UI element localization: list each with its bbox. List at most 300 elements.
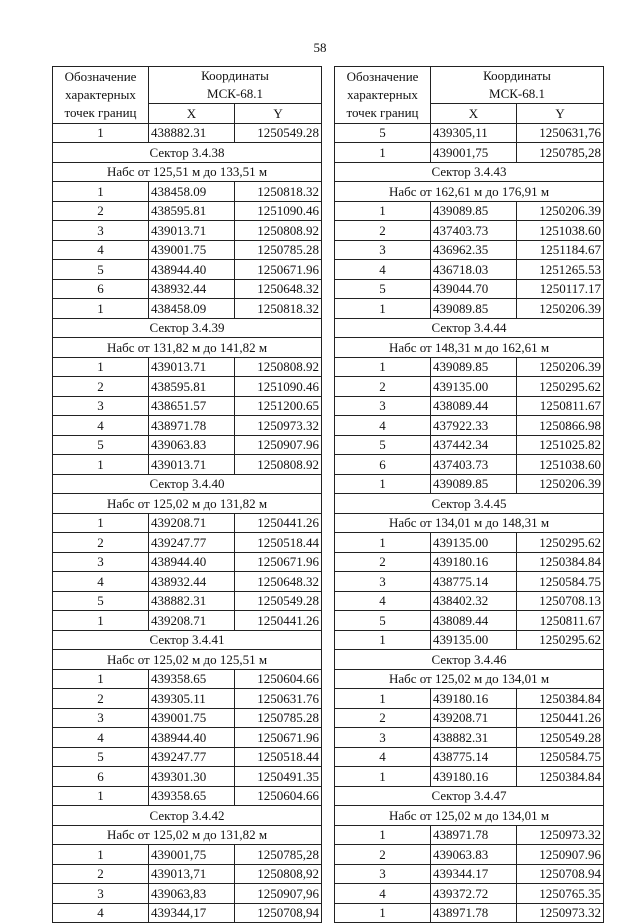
point-number-cell: 2	[335, 708, 431, 728]
table-row	[53, 552, 322, 572]
coordinates-table-left	[52, 66, 322, 923]
point-number-cell: 2	[53, 689, 149, 709]
y-coordinate-cell: 1251090.46	[235, 377, 322, 397]
height-range-row	[53, 650, 322, 670]
point-number-cell: 5	[53, 435, 149, 455]
y-coordinate-cell: 1250549.28	[235, 591, 322, 611]
table-row	[53, 845, 322, 865]
y-coordinate-cell: 1250818.32	[235, 182, 322, 202]
sector-heading: Сектор 3.4.46	[335, 650, 604, 670]
y-coordinate-cell: 1250518.44	[235, 747, 322, 767]
sector-heading-row	[53, 474, 322, 494]
table-row	[335, 533, 604, 553]
y-coordinate-cell: 1250671.96	[235, 552, 322, 572]
point-number-cell: 4	[53, 728, 149, 748]
x-coordinate-cell: 438944.40	[149, 552, 235, 572]
table-row	[335, 357, 604, 377]
height-range: Набс от 162,61 м до 176,91 м	[335, 182, 604, 202]
table-row	[335, 221, 604, 241]
x-coordinate-cell: 438402.32	[431, 591, 517, 611]
point-number-cell: 2	[335, 845, 431, 865]
point-number-cell: 3	[335, 396, 431, 416]
y-coordinate-cell: 1250206.39	[517, 299, 604, 319]
x-coordinate-cell: 439208.71	[431, 708, 517, 728]
x-coordinate-cell: 439180.16	[431, 689, 517, 709]
y-coordinate-cell: 1250808.92	[235, 357, 322, 377]
height-range-row	[335, 182, 604, 202]
table-row	[53, 455, 322, 475]
table-row	[53, 357, 322, 377]
point-number-cell: 1	[53, 513, 149, 533]
x-coordinate-cell: 438651.57	[149, 396, 235, 416]
table-row	[335, 630, 604, 650]
y-coordinate-cell: 1250671.96	[235, 260, 322, 280]
sector-heading: Сектор 3.4.43	[335, 162, 604, 182]
y-coordinate-cell: 1250631.76	[235, 689, 322, 709]
x-coordinate-cell: 439358.65	[149, 786, 235, 806]
height-range: Набс от 131,82 м до 141,82 м	[53, 338, 322, 358]
y-coordinate-cell: 1250549.28	[517, 728, 604, 748]
x-coordinate-cell: 438944.40	[149, 260, 235, 280]
y-coordinate-cell: 1250765.35	[517, 884, 604, 904]
point-number-cell: 1	[335, 767, 431, 787]
table-row	[53, 786, 322, 806]
x-coordinate-cell: 438882.31	[149, 123, 235, 143]
point-number-cell: 1	[53, 669, 149, 689]
table-row	[53, 611, 322, 631]
y-coordinate-cell: 1250973.32	[235, 416, 322, 436]
y-coordinate-cell: 1250808,92	[235, 864, 322, 884]
y-coordinate-cell: 1251038.60	[517, 221, 604, 241]
sector-heading: Сектор 3.4.39	[53, 318, 322, 338]
x-coordinate-cell: 437442.34	[431, 435, 517, 455]
x-coordinate-cell: 439044.70	[431, 279, 517, 299]
x-coordinate-cell: 439135.00	[431, 377, 517, 397]
table-row	[53, 669, 322, 689]
height-range: Набс от 125,51 м до 133,51 м	[53, 162, 322, 182]
x-coordinate-cell: 439013,71	[149, 864, 235, 884]
x-coordinate-cell: 439358.65	[149, 669, 235, 689]
table-row	[335, 572, 604, 592]
y-coordinate-cell: 1250648.32	[235, 279, 322, 299]
point-number-cell: 4	[335, 260, 431, 280]
x-coordinate-cell: 439208.71	[149, 513, 235, 533]
point-number-cell: 1	[53, 455, 149, 475]
height-range: Набс от 125,02 м до 134,01 м	[335, 669, 604, 689]
point-number-cell: 6	[53, 767, 149, 787]
point-number-cell: 5	[335, 279, 431, 299]
y-coordinate-cell: 1250295.62	[517, 377, 604, 397]
table-row	[53, 513, 322, 533]
height-range: Набс от 125,02 м до 134,01 м	[335, 806, 604, 826]
x-coordinate-cell: 438595.81	[149, 201, 235, 221]
height-range-row	[335, 338, 604, 358]
x-coordinate-cell: 439247.77	[149, 533, 235, 553]
sector-heading-row	[335, 162, 604, 182]
y-coordinate-cell: 1250584.75	[517, 572, 604, 592]
table-row	[53, 533, 322, 553]
table-row	[53, 182, 322, 202]
table-row	[335, 299, 604, 319]
table-row	[53, 728, 322, 748]
table-row	[53, 240, 322, 260]
x-coordinate-cell: 439013.71	[149, 455, 235, 475]
table-row	[335, 689, 604, 709]
table-row	[335, 552, 604, 572]
table-row	[53, 123, 322, 143]
page-number: 58	[313, 40, 327, 55]
point-number-cell: 3	[53, 884, 149, 904]
y-coordinate-cell: 1251038.60	[517, 455, 604, 475]
x-coordinate-cell: 439301.30	[149, 767, 235, 787]
sector-heading: Сектор 3.4.41	[53, 630, 322, 650]
point-number-cell: 1	[335, 143, 431, 163]
point-number-cell: 2	[335, 221, 431, 241]
y-coordinate-cell: 1250384.84	[517, 689, 604, 709]
point-number-cell: 5	[53, 747, 149, 767]
x-coordinate-cell: 439001,75	[431, 143, 517, 163]
x-coordinate-cell: 438971.78	[431, 903, 517, 923]
point-number-cell: 1	[335, 903, 431, 923]
point-number-cell: 6	[53, 279, 149, 299]
point-number-cell: 3	[335, 572, 431, 592]
point-number-cell: 5	[53, 591, 149, 611]
y-coordinate-cell: 1250441.26	[235, 513, 322, 533]
point-number-cell: 2	[335, 552, 431, 572]
y-coordinate-cell: 1250708,94	[235, 903, 322, 923]
x-header: X	[149, 104, 235, 124]
y-coordinate-cell: 1250808.92	[235, 221, 322, 241]
table-row	[53, 747, 322, 767]
y-coordinate-cell: 1251025.82	[517, 435, 604, 455]
point-number-cell: 1	[335, 533, 431, 553]
x-coordinate-cell: 438595.81	[149, 377, 235, 397]
point-number-cell: 2	[53, 201, 149, 221]
x-coordinate-cell: 438458.09	[149, 182, 235, 202]
table-row	[53, 201, 322, 221]
point-number-cell: 5	[53, 260, 149, 280]
table-row	[53, 377, 322, 397]
table-row	[335, 728, 604, 748]
x-coordinate-cell: 439180.16	[431, 552, 517, 572]
x-coordinate-cell: 439001.75	[149, 708, 235, 728]
x-coordinate-cell: 437922.33	[431, 416, 517, 436]
height-range-row	[53, 338, 322, 358]
point-number-cell: 5	[335, 435, 431, 455]
table-row	[335, 260, 604, 280]
x-coordinate-cell: 439063.83	[431, 845, 517, 865]
y-coordinate-cell: 1250671.96	[235, 728, 322, 748]
table-row	[335, 708, 604, 728]
point-number-cell: 1	[53, 786, 149, 806]
x-coordinate-cell: 438882.31	[431, 728, 517, 748]
y-coordinate-cell: 1250811.67	[517, 396, 604, 416]
y-coordinate-cell: 1251184.67	[517, 240, 604, 260]
y-coordinate-cell: 1250491.35	[235, 767, 322, 787]
table-row	[53, 884, 322, 904]
point-number-cell: 6	[335, 455, 431, 475]
y-coordinate-cell: 1250631,76	[517, 123, 604, 143]
table-row	[53, 260, 322, 280]
point-number-cell: 3	[53, 221, 149, 241]
height-range-row	[53, 162, 322, 182]
sector-heading: Сектор 3.4.47	[335, 786, 604, 806]
table-row	[335, 864, 604, 884]
table-row	[335, 903, 604, 923]
table-row	[335, 123, 604, 143]
y-coordinate-cell: 1250604.66	[235, 786, 322, 806]
x-coordinate-cell: 436718.03	[431, 260, 517, 280]
y-coordinate-cell: 1250295.62	[517, 630, 604, 650]
point-number-cell: 5	[335, 123, 431, 143]
sector-heading-row	[53, 143, 322, 163]
point-number-cell: 1	[335, 357, 431, 377]
height-range-row	[335, 513, 604, 533]
point-label-header: Обозначение характерных точек границ	[335, 67, 431, 124]
x-coordinate-cell: 439089.85	[431, 474, 517, 494]
table-row	[53, 396, 322, 416]
point-number-cell: 1	[53, 182, 149, 202]
point-number-cell: 1	[53, 123, 149, 143]
sector-heading-row	[335, 494, 604, 514]
y-coordinate-cell: 1250549.28	[235, 123, 322, 143]
point-number-cell: 1	[335, 201, 431, 221]
table-row	[335, 416, 604, 436]
y-coordinate-cell: 1250785,28	[235, 845, 322, 865]
point-number-cell: 1	[53, 299, 149, 319]
point-number-cell: 3	[53, 396, 149, 416]
point-number-cell: 5	[335, 611, 431, 631]
point-number-cell: 4	[335, 591, 431, 611]
x-coordinate-cell: 439063,83	[149, 884, 235, 904]
sector-heading-row	[335, 318, 604, 338]
table-row	[335, 279, 604, 299]
x-coordinate-cell: 439372.72	[431, 884, 517, 904]
y-coordinate-cell: 1250973.32	[517, 825, 604, 845]
height-range-row	[335, 806, 604, 826]
table-row	[53, 435, 322, 455]
y-coordinate-cell: 1251265.53	[517, 260, 604, 280]
height-range-row	[53, 494, 322, 514]
coordinates-header: Координаты МСК-68.1	[149, 67, 322, 104]
y-coordinate-cell: 1250907,96	[235, 884, 322, 904]
y-header: Y	[235, 104, 322, 124]
point-number-cell: 4	[335, 416, 431, 436]
point-number-cell: 3	[335, 728, 431, 748]
x-coordinate-cell: 436962.35	[431, 240, 517, 260]
table-row	[53, 416, 322, 436]
point-number-cell: 1	[335, 299, 431, 319]
y-coordinate-cell: 1250384.84	[517, 767, 604, 787]
coordinates-header: Координаты МСК-68.1	[431, 67, 604, 104]
y-coordinate-cell: 1250384.84	[517, 552, 604, 572]
sector-heading-row	[335, 786, 604, 806]
point-number-cell: 4	[335, 884, 431, 904]
y-coordinate-cell: 1250206.39	[517, 201, 604, 221]
y-coordinate-cell: 1250441.26	[517, 708, 604, 728]
table-row	[335, 767, 604, 787]
x-coordinate-cell: 439180.16	[431, 767, 517, 787]
height-range: Набс от 125,02 м до 125,51 м	[53, 650, 322, 670]
point-number-cell: 1	[53, 357, 149, 377]
table-row	[53, 708, 322, 728]
y-coordinate-cell: 1251090.46	[235, 201, 322, 221]
point-number-cell: 1	[335, 630, 431, 650]
point-number-cell: 4	[53, 240, 149, 260]
x-coordinate-cell: 439063.83	[149, 435, 235, 455]
y-coordinate-cell: 1250973.32	[517, 903, 604, 923]
y-coordinate-cell: 1250117.17	[517, 279, 604, 299]
point-number-cell: 4	[335, 747, 431, 767]
x-coordinate-cell: 438971.78	[431, 825, 517, 845]
table-row	[335, 845, 604, 865]
y-coordinate-cell: 1250648.32	[235, 572, 322, 592]
table-row	[335, 435, 604, 455]
x-coordinate-cell: 439305,11	[431, 123, 517, 143]
height-range: Набс от 125,02 м до 131,82 м	[53, 825, 322, 845]
height-range: Набс от 148,31 м до 162,61 м	[335, 338, 604, 358]
y-coordinate-cell: 1250441.26	[235, 611, 322, 631]
sector-heading-row	[335, 650, 604, 670]
y-coordinate-cell: 1250206.39	[517, 474, 604, 494]
point-number-cell: 1	[53, 845, 149, 865]
y-coordinate-cell: 1250708.13	[517, 591, 604, 611]
table-row	[53, 221, 322, 241]
y-coordinate-cell: 1250518.44	[235, 533, 322, 553]
x-coordinate-cell: 438775.14	[431, 747, 517, 767]
x-coordinate-cell: 438775.14	[431, 572, 517, 592]
x-coordinate-cell: 438089.44	[431, 396, 517, 416]
x-coordinate-cell: 439247.77	[149, 747, 235, 767]
coordinates-table-right	[334, 66, 604, 923]
y-coordinate-cell: 1250785,28	[517, 143, 604, 163]
point-number-cell: 3	[335, 240, 431, 260]
height-range: Набс от 134,01 м до 148,31 м	[335, 513, 604, 533]
height-range-row	[53, 825, 322, 845]
x-coordinate-cell: 438458.09	[149, 299, 235, 319]
point-number-cell: 2	[53, 533, 149, 553]
y-coordinate-cell: 1250206.39	[517, 357, 604, 377]
table-row	[335, 825, 604, 845]
x-coordinate-cell: 438944.40	[149, 728, 235, 748]
y-coordinate-cell: 1250907.96	[517, 845, 604, 865]
sector-heading: Сектор 3.4.45	[335, 494, 604, 514]
x-coordinate-cell: 437403.73	[431, 221, 517, 241]
y-coordinate-cell: 1250785.28	[235, 240, 322, 260]
table-row	[53, 279, 322, 299]
sector-heading: Сектор 3.4.38	[53, 143, 322, 163]
table-row	[53, 689, 322, 709]
x-coordinate-cell: 439089.85	[431, 357, 517, 377]
table-row	[53, 299, 322, 319]
point-number-cell: 3	[335, 864, 431, 884]
point-number-cell: 4	[53, 903, 149, 923]
table-row	[335, 591, 604, 611]
table-body-right	[335, 123, 604, 923]
table-row	[335, 455, 604, 475]
y-coordinate-cell: 1250808.92	[235, 455, 322, 475]
sector-heading-row	[53, 630, 322, 650]
x-coordinate-cell: 439013.71	[149, 357, 235, 377]
x-coordinate-cell: 439001.75	[149, 240, 235, 260]
point-number-cell: 2	[335, 377, 431, 397]
sector-heading-row	[53, 318, 322, 338]
y-coordinate-cell: 1250295.62	[517, 533, 604, 553]
table-body-left	[53, 123, 322, 923]
table-row	[335, 201, 604, 221]
table-row	[53, 864, 322, 884]
x-coordinate-cell: 438089.44	[431, 611, 517, 631]
x-coordinate-cell: 439305.11	[149, 689, 235, 709]
x-coordinate-cell: 437403.73	[431, 455, 517, 475]
point-number-cell: 3	[53, 708, 149, 728]
point-number-cell: 1	[335, 474, 431, 494]
x-coordinate-cell: 438932.44	[149, 572, 235, 592]
table-row	[53, 591, 322, 611]
y-coordinate-cell: 1250785.28	[235, 708, 322, 728]
x-coordinate-cell: 438971.78	[149, 416, 235, 436]
x-coordinate-cell: 439135.00	[431, 630, 517, 650]
table-row	[53, 767, 322, 787]
point-number-cell: 4	[53, 572, 149, 592]
table-row	[335, 143, 604, 163]
y-header: Y	[517, 104, 604, 124]
point-number-cell: 3	[53, 552, 149, 572]
x-coordinate-cell: 438882.31	[149, 591, 235, 611]
point-number-cell: 1	[53, 611, 149, 631]
x-coordinate-cell: 439089.85	[431, 201, 517, 221]
table-row	[335, 377, 604, 397]
sector-heading-row	[53, 806, 322, 826]
x-coordinate-cell: 439135.00	[431, 533, 517, 553]
table-row	[335, 240, 604, 260]
point-label-header: Обозначение характерных точек границ	[53, 67, 149, 124]
y-coordinate-cell: 1250866.98	[517, 416, 604, 436]
x-coordinate-cell: 439344,17	[149, 903, 235, 923]
height-range-row	[335, 669, 604, 689]
y-coordinate-cell: 1251200.65	[235, 396, 322, 416]
sector-heading: Сектор 3.4.40	[53, 474, 322, 494]
x-coordinate-cell: 439001,75	[149, 845, 235, 865]
table-row	[335, 611, 604, 631]
sector-heading: Сектор 3.4.42	[53, 806, 322, 826]
table-row	[335, 884, 604, 904]
sector-heading: Сектор 3.4.44	[335, 318, 604, 338]
point-number-cell: 1	[335, 689, 431, 709]
table-row	[335, 474, 604, 494]
x-coordinate-cell: 439208.71	[149, 611, 235, 631]
height-range: Набс от 125,02 м до 131,82 м	[53, 494, 322, 514]
y-coordinate-cell: 1250818.32	[235, 299, 322, 319]
x-header: X	[431, 104, 517, 124]
y-coordinate-cell: 1250811.67	[517, 611, 604, 631]
table-row	[335, 396, 604, 416]
point-number-cell: 2	[53, 864, 149, 884]
x-coordinate-cell: 439013.71	[149, 221, 235, 241]
y-coordinate-cell: 1250604.66	[235, 669, 322, 689]
y-coordinate-cell: 1250708.94	[517, 864, 604, 884]
table-row	[335, 747, 604, 767]
table-row	[53, 903, 322, 923]
x-coordinate-cell: 439089.85	[431, 299, 517, 319]
x-coordinate-cell: 438932.44	[149, 279, 235, 299]
x-coordinate-cell: 439344.17	[431, 864, 517, 884]
point-number-cell: 1	[335, 825, 431, 845]
y-coordinate-cell: 1250907.96	[235, 435, 322, 455]
table-row	[53, 572, 322, 592]
y-coordinate-cell: 1250584.75	[517, 747, 604, 767]
point-number-cell: 2	[53, 377, 149, 397]
